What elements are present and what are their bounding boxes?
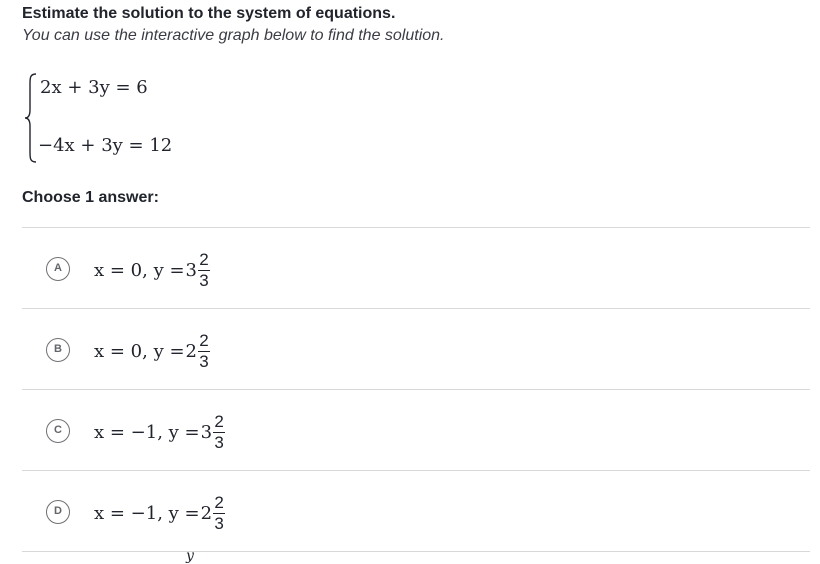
choice-answer-a xyxy=(94,248,210,292)
choose-answer-label: Choose 1 answer: xyxy=(22,189,159,206)
equation-1: 2x + 3y = 6 xyxy=(40,77,148,98)
choice-letter-d: D xyxy=(46,500,70,524)
fraction-denominator: 3 xyxy=(214,513,224,533)
question-title: Estimate the solution to the system of equations. xyxy=(22,5,396,22)
left-brace-icon xyxy=(24,72,38,164)
fraction-numerator: 2 xyxy=(214,411,224,431)
choice-whole-number: 2 xyxy=(185,340,197,362)
choice-d[interactable] xyxy=(22,470,810,552)
question-hint: You can use the interactive graph below to find the solution. xyxy=(22,27,445,44)
equation-system xyxy=(24,72,224,164)
choice-answer-c xyxy=(94,410,225,454)
fraction-denominator: 3 xyxy=(199,351,209,371)
choice-whole-number: 3 xyxy=(200,421,213,443)
answer-choices xyxy=(22,227,810,552)
choice-equation: x = −1, y = xyxy=(94,421,200,443)
choice-whole-number: 3 xyxy=(185,259,197,281)
choice-answer-b xyxy=(94,329,210,373)
choice-answer-d xyxy=(94,491,225,535)
choice-c[interactable] xyxy=(22,389,810,470)
choice-equation: x = −1, y = xyxy=(94,502,200,524)
equation-2: −4x + 3y = 12 xyxy=(38,135,173,156)
choice-equation: x = 0, y = xyxy=(94,340,185,362)
fraction-denominator: 3 xyxy=(199,270,209,290)
fraction-denominator: 3 xyxy=(214,432,224,452)
choice-whole-number: 2 xyxy=(200,502,213,524)
fraction-numerator: 2 xyxy=(199,249,209,269)
choice-letter-a: A xyxy=(46,257,70,281)
choice-fraction xyxy=(198,251,210,290)
choice-letter-c: C xyxy=(46,419,70,443)
fraction-numerator: 2 xyxy=(214,492,224,512)
choice-fraction xyxy=(213,494,225,533)
graph-y-axis-label: y xyxy=(186,548,194,564)
choice-b[interactable] xyxy=(22,308,810,389)
fraction-numerator: 2 xyxy=(199,330,209,350)
choice-equation: x = 0, y = xyxy=(94,259,185,281)
choice-fraction xyxy=(198,332,210,371)
choice-fraction xyxy=(213,413,225,452)
choice-a[interactable] xyxy=(22,227,810,308)
choice-letter-b: B xyxy=(46,338,70,362)
